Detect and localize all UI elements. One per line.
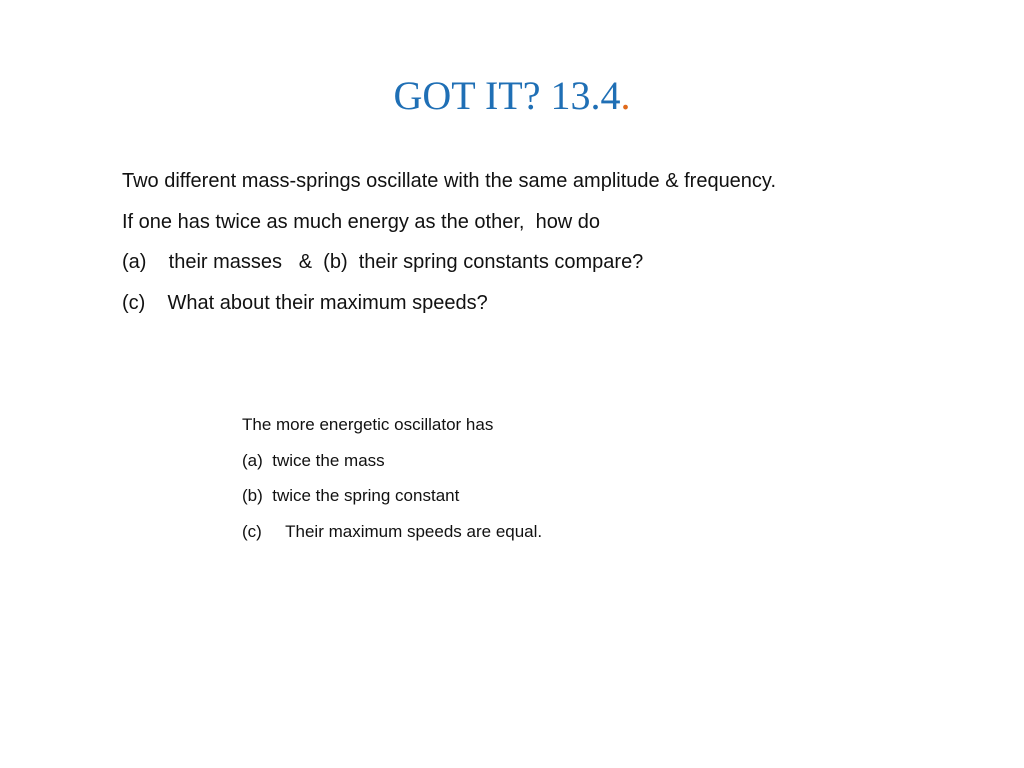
question-line: (a) their masses & (b) their spring constants compare? <box>122 251 644 273</box>
question-line: Two different mass-springs oscillate with the same amplitude & frequency. <box>122 170 777 192</box>
question-line: (c) What about their maximum speeds? <box>122 291 488 314</box>
answer-line: (b) twice the spring constant <box>242 486 460 505</box>
answer-line: (a) twice the mass <box>242 450 385 470</box>
answer-block <box>242 412 542 554</box>
question-line: If one has twice as much energy as the other, how do <box>122 210 601 233</box>
slide-title-dot: . <box>620 73 631 118</box>
question-block <box>122 166 776 328</box>
slide-title <box>0 70 1024 122</box>
answer-line: The more energetic oscillator has <box>242 415 494 434</box>
answer-line: (c) Their maximum speeds are equal. <box>242 521 543 541</box>
slide-title-text: GOT IT? 13.4 <box>393 73 621 118</box>
